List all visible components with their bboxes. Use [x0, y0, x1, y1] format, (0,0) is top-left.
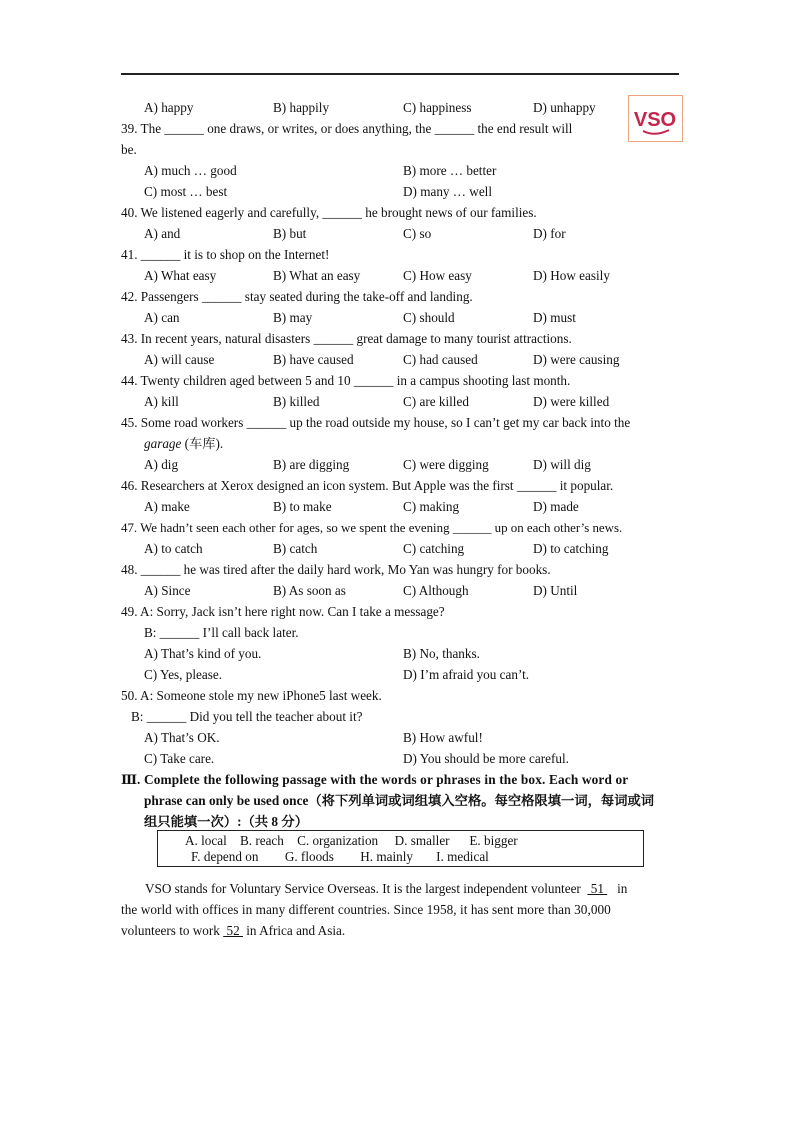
- option-d: D) You should be more careful.: [403, 751, 569, 766]
- option-c: C) happiness: [403, 100, 472, 115]
- passage-text: volunteers to work: [121, 923, 220, 938]
- option-a: A) What easy: [144, 268, 217, 283]
- question-stem: 46. Researchers at Xerox designed an icon system. But Apple was the first ______ it popular.: [121, 478, 614, 493]
- instruction-line-1: Complete the following passage with the words or phrases in the box. Each word or: [144, 772, 629, 787]
- option-b: B) As soon as: [273, 583, 346, 598]
- question-stem: 41. ______ it is to shop on the Internet!: [121, 247, 330, 262]
- question-stem-cont: be.: [121, 142, 137, 157]
- word-option: C. organization: [297, 833, 379, 848]
- option-c: C) are killed: [403, 394, 469, 409]
- option-c: C) catching: [403, 541, 465, 556]
- option-c: C) making: [403, 499, 460, 514]
- option-b: B) What an easy: [273, 268, 361, 283]
- option-a: A) Since: [144, 583, 191, 598]
- option-d: D) were killed: [533, 394, 610, 409]
- option-a: A) make: [144, 499, 190, 514]
- option-d: D) must: [533, 310, 576, 325]
- option-c: C) most … best: [144, 184, 228, 199]
- option-b: B) but: [273, 226, 307, 241]
- logo-text: VSO: [633, 109, 677, 131]
- instruction-line-3: 组只能填一次）:（共 8 分）: [144, 814, 308, 829]
- option-b: B) are digging: [273, 457, 350, 472]
- option-a: A) That’s OK.: [144, 730, 220, 745]
- question-stem: 42. Passengers ______ stay seated during the take-off and landing.: [121, 289, 473, 304]
- passage-text: VSO stands for Voluntary Service Overseas. It is the largest independent volunteer: [145, 881, 581, 896]
- header-rule: [121, 73, 679, 75]
- question-stem: 44. Twenty children aged between 5 and 10 ______ in a campus shooting last month.: [121, 373, 571, 388]
- word-box-row-1: [185, 833, 518, 848]
- word-option: G. floods: [284, 849, 334, 864]
- question-stem: 47. We hadn’t seen each other for ages, so we spent the evening ______ up on each other’s news.: [121, 521, 623, 535]
- question-stem: 48. ______ he was tired after the daily hard work, Mo Yan was hungry for books.: [121, 562, 551, 577]
- question-stem: 39. The ______ one draws, or writes, or does anything, the ______ the end result will: [121, 121, 573, 136]
- question-stem-cont: B: ______ I’ll call back later.: [144, 625, 299, 640]
- option-c: C) so: [403, 226, 432, 241]
- question-stem: 49. A: Sorry, Jack isn’t here right now. Can I take a message?: [121, 604, 445, 619]
- option-b: B) more … better: [403, 163, 497, 178]
- word-option: D. smaller: [394, 833, 450, 848]
- word-box-row-2: [191, 849, 489, 864]
- option-d: D) many … well: [403, 184, 492, 199]
- question-stem: 40. We listened eagerly and carefully, ______ he brought news of our families.: [121, 205, 537, 220]
- option-c: C) Yes, please.: [144, 667, 223, 682]
- option-a: A) That’s kind of you.: [144, 646, 262, 661]
- question-stem: 45. Some road workers ______ up the road outside my house, so I can’t get my car back into the: [121, 415, 631, 430]
- word-box: [157, 830, 644, 867]
- vso-logo-icon: [628, 95, 683, 142]
- option-a: A) much … good: [144, 163, 237, 178]
- instruction-line-2: phrase can only be used once（将下列单词或词组填入空格。每空格限填一词，每词或词: [144, 793, 655, 808]
- option-a: A) can: [144, 310, 180, 325]
- option-a: A) dig: [144, 457, 179, 472]
- passage-text: in: [617, 881, 628, 896]
- word-option: B. reach: [239, 833, 284, 848]
- passage-line-2: the world with offices in many different countries. Since 1958, it has sent more than 30,000: [121, 902, 611, 917]
- option-a: A) will cause: [144, 352, 215, 367]
- option-d: D) Until: [533, 583, 578, 598]
- option-a: A) and: [144, 226, 181, 241]
- section-numeral: Ⅲ.: [121, 772, 141, 787]
- option-d: D) to catching: [533, 541, 609, 556]
- passage-text: in Africa and Asia.: [246, 923, 346, 938]
- option-c: C) Although: [403, 583, 469, 598]
- word-option: A. local: [185, 833, 227, 848]
- question-stem-cont: B: ______ Did you tell the teacher about it?: [131, 709, 363, 724]
- blank-51: 51: [587, 881, 608, 896]
- word-option: E. bigger: [469, 833, 518, 848]
- option-d: D) I’m afraid you can’t.: [403, 667, 530, 682]
- passage-line-1: [145, 881, 627, 897]
- option-c: C) Take care.: [144, 751, 215, 766]
- option-d: D) made: [533, 499, 579, 514]
- option-c: C) had caused: [403, 352, 478, 367]
- option-d: D) unhappy: [533, 100, 596, 115]
- option-c: C) How easy: [403, 268, 472, 283]
- option-d: D) How easily: [533, 268, 610, 283]
- blank-52: 52: [223, 923, 243, 938]
- option-a: A) happy: [144, 100, 194, 115]
- option-a: A) to catch: [144, 541, 203, 556]
- option-a: A) kill: [144, 394, 179, 409]
- option-b: B) to make: [273, 499, 332, 514]
- gloss: (车库).: [181, 436, 224, 451]
- passage-line-3: [121, 923, 345, 939]
- word-option: H. mainly: [360, 849, 414, 864]
- option-d: D) will dig: [533, 457, 591, 472]
- question-stem: 43. In recent years, natural disasters ______ great damage to many tourist attractions.: [121, 331, 572, 346]
- option-b: B) happily: [273, 100, 330, 115]
- word-option: I. medical: [436, 849, 489, 864]
- option-c: C) were digging: [403, 457, 489, 472]
- italic-word: garage: [144, 436, 182, 451]
- option-b: B) have caused: [273, 352, 354, 367]
- option-b: B) may: [273, 310, 313, 325]
- word-option: F. depend on: [191, 849, 259, 864]
- option-b: B) killed: [273, 394, 320, 409]
- option-c: C) should: [403, 310, 455, 325]
- question-stem-cont: [144, 436, 223, 452]
- option-b: B) catch: [273, 541, 318, 556]
- option-d: D) were causing: [533, 352, 620, 367]
- question-stem: 50. A: Someone stole my new iPhone5 last week.: [121, 688, 382, 703]
- option-b: B) No, thanks.: [403, 646, 480, 661]
- option-b: B) How awful!: [403, 730, 483, 745]
- option-d: D) for: [533, 226, 566, 241]
